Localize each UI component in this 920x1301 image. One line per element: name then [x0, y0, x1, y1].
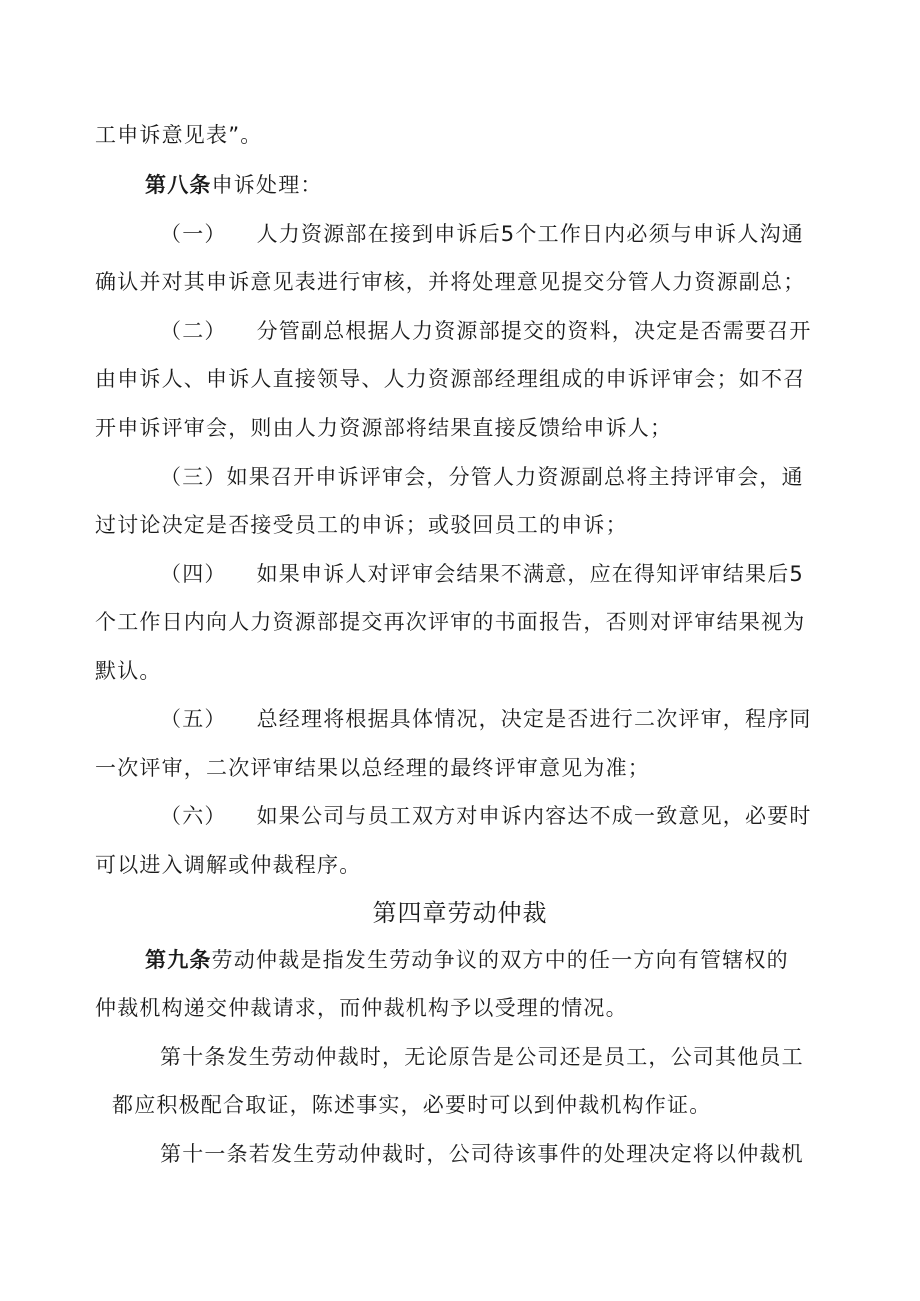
- article-11-line: 第十一条若发生劳动仲裁时，公司待该事件的处理决定将以仲裁机: [160, 1142, 804, 1166]
- item-5-number: （五）: [160, 707, 227, 731]
- item-5-text: 总经理将根据具体情况，决定是否进行二次评审，程序同: [256, 707, 812, 731]
- item-1-number: （一）: [160, 222, 227, 246]
- text-line: 可以进入调解或仲裁程序。: [95, 853, 362, 877]
- text-line: 默认。: [95, 659, 162, 683]
- text-line: 由申诉人、申诉人直接领导、人力资源部经理组成的申诉评审会；如不召: [95, 367, 806, 391]
- article-8-line: [145, 170, 323, 200]
- chapter-heading: 第四章劳动仲裁: [372, 899, 548, 927]
- text-line: 都应积极配合取证，陈述事实，必要时可以到仲裁机构作证。: [112, 1093, 712, 1117]
- item-4-line: [160, 559, 804, 589]
- text-line: 开申诉评审会，则由人力资源部将结果直接反馈给申诉人；: [95, 416, 673, 440]
- item-4-number: （四）: [160, 562, 227, 586]
- item-6-text: 如果公司与员工双方对申诉内容达不成一致意见，必要时: [256, 804, 812, 828]
- item-2-text: 分管副总根据人力资源部提交的资料，决定是否需要召开: [256, 319, 812, 343]
- item-4-text: 如果申诉人对评审会结果不满意，应在得知评审结果后5: [256, 562, 804, 586]
- text-line: 一次评审，二次评审结果以总经理的最终评审意见为准；: [95, 756, 650, 780]
- item-5-line: [160, 704, 812, 734]
- item-2-number: （二）: [160, 319, 227, 343]
- item-6-line: [160, 801, 812, 831]
- item-2-line: [160, 316, 812, 346]
- text-line: 过讨论决定是否接受员工的申诉；或驳回员工的申诉；: [95, 513, 628, 537]
- item-6-number: （六）: [160, 804, 227, 828]
- text-line: 个工作日内向人力资源部提交再次评审的书面报告，否则对评审结果视为: [95, 610, 806, 634]
- item-1-text: 人力资源部在接到申诉后5个工作日内必须与申诉人沟通: [256, 222, 804, 246]
- item-1-line: [160, 219, 804, 249]
- article-9-text: 劳动仲裁是指发生劳动争议的双方中的任一方向有管辖权的: [211, 948, 789, 972]
- article-8-title: 第八条: [145, 173, 212, 197]
- article-9-title: 第九条: [145, 948, 212, 972]
- text-line: 仲裁机构递交仲裁请求，而仲裁机构予以受理的情况。: [95, 996, 628, 1020]
- item-3-line: （三）如果召开申诉评审会，分管人力资源副总将主持评审会，通: [160, 465, 804, 489]
- article-10-line: 第十条发生劳动仲裁时，无论原告是公司还是员工，公司其他员工: [160, 1045, 804, 1069]
- article-9-line: [145, 945, 789, 975]
- text-line: 工申诉意见表”。: [95, 123, 263, 147]
- article-8-text: 申诉处理：: [211, 173, 323, 197]
- text-line: 确认并对其申诉意见表进行审核，并将处理意见提交分管人力资源副总；: [95, 270, 806, 294]
